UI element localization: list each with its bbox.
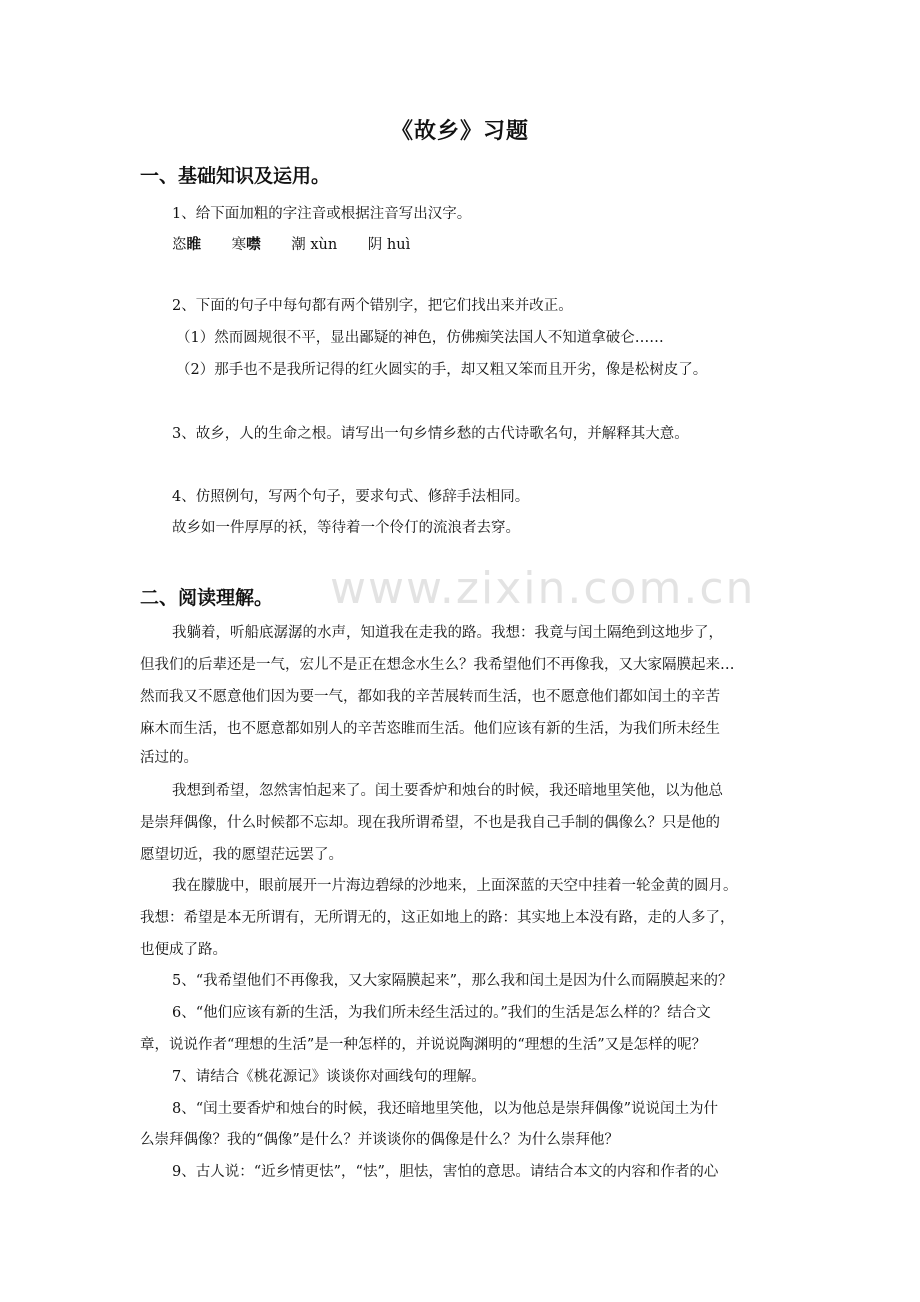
reading-p1-line: 然而我又不愿意他们因为要一气，都如我的辛苦展转而生活，也不愿意他们都如闰土的辛苦 [140, 689, 720, 705]
q4-example: 故乡如一件厚厚的袄，等待着一个伶仃的流浪者去穿。 [172, 520, 520, 536]
reading-p3-line: 我在朦胧中，眼前展开一片海边碧绿的沙地来，上面深蓝的天空中挂着一轮金黄的圆月。 [172, 878, 738, 894]
q2-sentence-2: （2）那手也不是我所记得的红火圆实的手，却又粗又笨而且开劣，像是松树皮了。 [176, 362, 708, 378]
q1-item-4: 阴 huì [367, 237, 411, 253]
question-6-line-2: 章，说说作者“理想的生活”是一种怎样的，并说说陶渊明的“理想的生活”又是怎样的呢？ [140, 1037, 707, 1053]
reading-p3-line: 我想：希望是本无所谓有，无所谓无的，这正如地上的路：其实地上本没有路，走的人多了， [140, 910, 735, 926]
q1-item-1: 恣睢 [172, 236, 201, 253]
question-9: 9、古人说：“近乡情更怯”，“怯”，胆怯，害怕的意思。请结合本文的内容和作者的心 [172, 1164, 719, 1180]
section-one-heading: 一、基础知识及运用。 [140, 165, 331, 187]
reading-p1-line: 麻木而生活，也不愿意都如别人的辛苦恣睢而生活。他们应该有新的生活，为我们所未经生 [140, 721, 720, 737]
q1-items [172, 235, 436, 255]
question-8-line-1: 8、“闰土要香炉和烛台的时候，我还暗地里笑他，以为他总是崇拜偶像”说说闰土为什 [172, 1101, 719, 1117]
q1-item-3: 潮 xùn [291, 237, 338, 253]
question-8-line-2: 么崇拜偶像？我的“偶像”是什么？并谈谈你的偶像是什么？为什么崇拜他？ [140, 1132, 619, 1148]
section-two-heading: 二、阅读理解。 [140, 587, 274, 609]
watermark: www.zixin.com.cn [330, 563, 756, 614]
q2-sentence-1: （1）然而圆规很不平，显出鄙疑的神色，仿佛痴笑法国人不知道拿破仑…… [176, 330, 664, 346]
q1-item-2: 寒噤 [231, 236, 261, 253]
reading-p1-line: 但我们的后辈还是一气，宏儿不是正在想念水生么？我希望他们不再像我，又大家隔膜起来… [140, 657, 735, 673]
question-7: 7、请结合《桃花源记》谈谈你对画线句的理解。 [172, 1069, 486, 1085]
page-title: 《故乡》习题 [390, 118, 529, 144]
reading-p2-line: 我想到希望，忽然害怕起来了。闰土要香炉和烛台的时候，我还暗地里笑他，以为他总 [172, 783, 723, 799]
q4-prompt: 4、仿照例句，写两个句子，要求句式、修辞手法相同。 [172, 489, 530, 505]
question-5: 5、“我希望他们不再像我，又大家隔膜起来”，那么我和闰土是因为什么而隔膜起来的？ [172, 973, 733, 989]
question-6-line-1: 6、“他们应该有新的生活，为我们所未经生活过的。”我们的生活是怎么样的？结合文 [172, 1005, 711, 1021]
q3-prompt: 3、故乡，人的生命之根。请写出一句乡情乡愁的古代诗歌名句，并解释其大意。 [172, 426, 689, 442]
reading-p1-line: 我躺着，听船底潺潺的水声，知道我在走我的路。我想：我竟与闰土隔绝到这地步了， [172, 625, 723, 641]
reading-p2-line: 是崇拜偶像，什么时候都不忘却。现在我所谓希望，不也是我自己手制的偶像么？只是他的 [140, 815, 720, 831]
reading-p1-line: 活过的。 [140, 750, 198, 766]
reading-p2-line: 愿望切近，我的愿望茫远罢了。 [140, 847, 343, 863]
reading-p3-line: 也便成了路。 [140, 942, 227, 958]
q1-prompt: 1、给下面加粗的字注音或根据注音写出汉字。 [172, 206, 472, 222]
q2-prompt: 2、下面的句子中每句都有两个错别字，把它们找出来并改正。 [172, 298, 573, 314]
